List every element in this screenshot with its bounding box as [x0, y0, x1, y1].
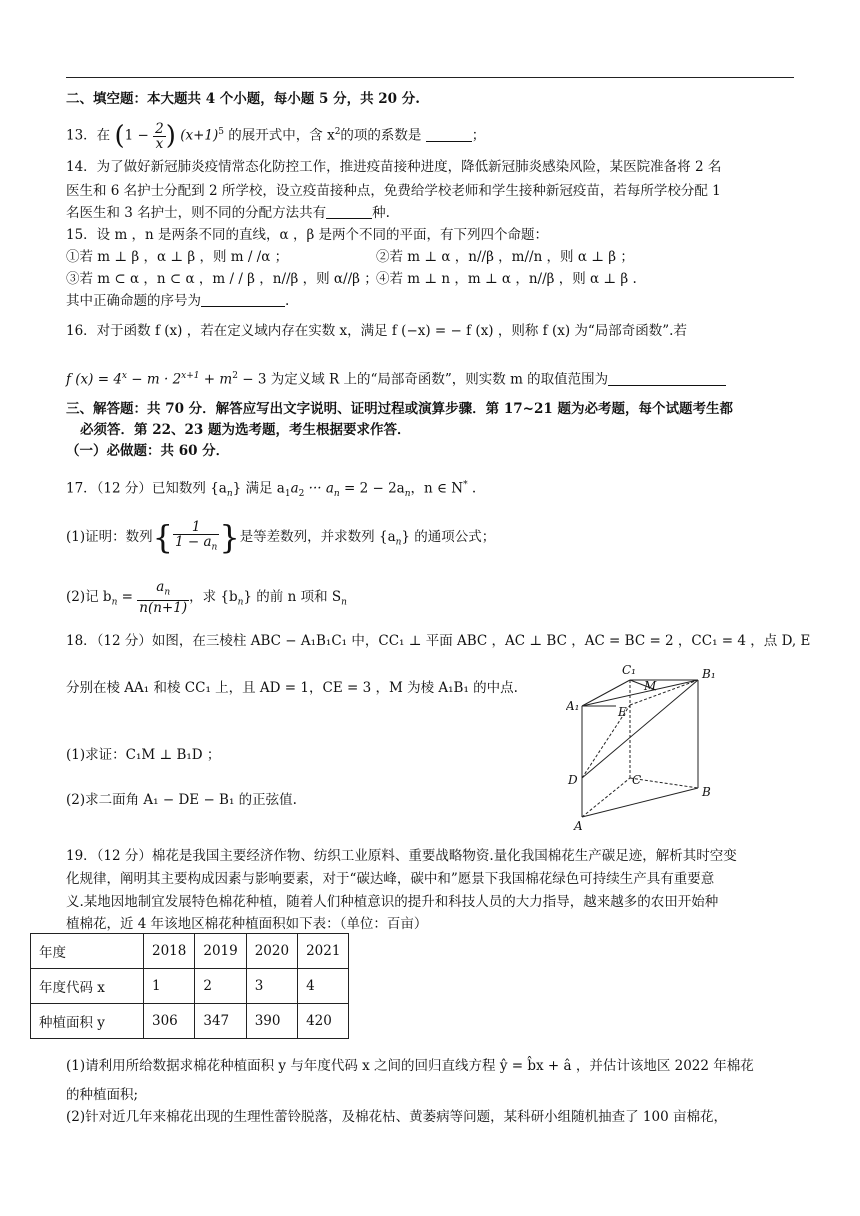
q17-stem-d: a: [290, 480, 299, 497]
q14-line-1: 14．为了做好新冠肺炎疫情常态化防控工作，推进疫苗接种进度，降低新冠肺炎感染风险，某医院准备将 2 名: [66, 159, 722, 175]
q17-stem-b: } 满足 a: [232, 480, 285, 497]
q17-sub: n: [341, 597, 347, 608]
q16-answer-blank[interactable]: [608, 371, 726, 386]
q17-stem-j: ，n ∈ N: [410, 480, 464, 497]
q16-exp-2: 2: [232, 371, 238, 381]
q17-sub: n: [211, 542, 218, 553]
q19-part-1-a: (1)请利用所给数据求棉花种植面积 y 与年度代码 x 之间的回归直线方程 ŷ = b̂x + â ，并估计该地区 2022 年棉花: [66, 1058, 754, 1074]
table-row: [31, 969, 349, 1004]
q17-sub: n: [404, 489, 411, 500]
table-cell: 3: [246, 969, 297, 1004]
q17-p2-eq: =: [117, 589, 138, 605]
prism-figure: [566, 660, 726, 832]
q18-part-2: (2)求二面角 A₁ − DE − B₁ 的正弦值.: [66, 792, 297, 808]
q13-square: 2: [334, 127, 341, 137]
q18-line-1: 18．（12 分）如图，在三棱柱 ABC − A₁B₁C₁ 中，CC₁ ⊥ 平面 ABC ，AC ⊥ BC ，AC = BC = 2 ，CC₁ = 4 ，点 D, E: [66, 633, 811, 649]
q17-p1-text: (1)证明：数列: [66, 529, 153, 545]
q16-line-1: 16．对于函数 f (x) ，若在定义域内存在实数 x，满足 f (−x) = − f (x) ，则称 f (x) 为“局部奇函数”.若: [66, 323, 687, 339]
q15-prop-3: ③若 m ⊂ α ，n ⊂ α ，m / / β ，n//β ，则 α//β ；: [66, 271, 378, 287]
q17-p2-den: n(n+1): [139, 599, 188, 616]
section-3-line-3: （一）必做题：共 60 分．: [66, 443, 230, 459]
q13-text: 的展开式中，含 x: [228, 127, 335, 144]
q19-line-2: 化规律，阐明其主要构成因素与影响要素，对于“碳达峰，碳中和”愿景下我国棉花绿色可持续生产具有重要意: [66, 871, 715, 887]
q17-sub: n: [164, 587, 171, 598]
label-a: A: [574, 819, 583, 832]
q15-line-4: [66, 291, 289, 311]
table-cell: 年度代码 x: [31, 969, 144, 1004]
header-rule: [66, 77, 794, 78]
q19-line-4: 植棉花，近 4 年该地区棉花种植面积如下表：（单位：百亩）: [66, 916, 428, 932]
question-13: 13．在 (1 − $\frac{2}{x}$ ) $(x+1)^5$ 的展开式中，含 $x^2$的项的系数是 ；: [66, 120, 486, 152]
label-c1: C₁: [622, 663, 636, 677]
q17-sub: n: [111, 597, 118, 608]
q17-sup: *: [463, 480, 468, 490]
q13-answer-blank[interactable]: [426, 127, 472, 142]
section-2-heading: 二、填空题：本大题共 4 个小题，每小题 5 分，共 20 分.: [66, 91, 420, 107]
table-cell: 347: [195, 1004, 246, 1039]
q14-answer-blank[interactable]: [326, 204, 372, 219]
q16-term-3: + m: [199, 371, 233, 388]
table-cell: 2019: [195, 934, 246, 969]
q18-line-2: 分别在棱 AA₁ 和棱 CC₁ 上，且 AD = 1，CE = 3 ，M 为棱 A₁B₁ 的中点.: [66, 680, 518, 696]
q13-tail: 的项的系数是: [340, 127, 422, 144]
table-cell: 1: [144, 969, 195, 1004]
q13-frac-num: 2: [155, 120, 164, 137]
q16-line-2: [66, 366, 726, 390]
label-b1: B₁: [702, 667, 716, 681]
table-row: [31, 1004, 349, 1039]
q17-p2-text-f: } 的前 n 项和 S: [243, 589, 342, 605]
q17-sub: n: [226, 489, 233, 500]
segment-d-b1: [582, 680, 698, 778]
q17-sub: 2: [298, 489, 305, 500]
q17-stem-l: .: [467, 480, 477, 497]
q17-stem: [66, 475, 476, 504]
q15-prop-1: ①若 m ⊥ β ，α ⊥ β ，则 m / /α ；: [66, 249, 289, 265]
table-cell: 306: [144, 1004, 195, 1039]
q14-end: 种.: [372, 205, 390, 221]
q13-expr-a: 1 −: [124, 127, 149, 144]
label-c: C: [632, 773, 642, 787]
q16-exp-x1: x+1: [181, 371, 200, 381]
q15-prop-2: ②若 m ⊥ α ，n//β ，m//n ，则 α ⊥ β ；: [376, 249, 634, 265]
q17-sub: n: [237, 597, 244, 608]
table-cell: 种植面积 y: [31, 1004, 144, 1039]
q14-line-2: 医生和 6 名护士分配到 2 所学校，设立疫苗接种点，免费给学校老师和学生接种新冠疫苗，若每所学校分配 1: [66, 183, 721, 199]
q13-frac-den: x: [155, 135, 164, 152]
q19-part-1-b: 的种植面积;: [66, 1087, 139, 1103]
q16-term-2: − m · 2: [127, 371, 182, 388]
q13-expr-b: (x+1): [180, 127, 219, 144]
q14-text: 名医生和 3 名护士，则不同的分配方法共有: [66, 205, 327, 221]
table-cell: 2021: [298, 934, 349, 969]
q13-end: ；: [471, 127, 486, 144]
q17-part-1: (1)证明：数列{ $\frac{1}{1 - a_n}$ }是等差数列，并求数列 $\{a_n\}$ 的通项公式；: [66, 518, 496, 557]
table-cell: 4: [298, 969, 349, 1004]
q19-line-3: 义.某地因地制宜发展特色棉花种植，随着人们种植意识的提升和科技人员的大力指导，越来越多的农田开始种: [66, 894, 719, 910]
q15-line-1: 15．设 m ，n 是两条不同的直线，α ，β 是两个不同的平面，有下列四个命题：: [66, 227, 549, 243]
label-e: E: [618, 705, 627, 719]
table-row: [31, 934, 349, 969]
q17-sub: n: [333, 489, 340, 500]
table-cell: 2018: [144, 934, 195, 969]
q17-sub: n: [395, 537, 402, 548]
label-m: M: [644, 679, 657, 693]
q17-stem-a: 17．（12 分）已知数列 {a: [66, 480, 227, 497]
q15-text: 其中正确命题的序号为: [66, 293, 201, 309]
q16-text: − 3 为定义域 R 上的“局部奇函数”，则实数 m 的取值范围为: [237, 371, 609, 388]
cotton-area-table: [30, 933, 349, 1039]
q19-line-1: 19．（12 分）棉花是我国主要经济作物、纺织工业原料、重要战略物资.量化我国棉花生产碳足迹，解析其时空变: [66, 848, 737, 864]
table-cell: 420: [298, 1004, 349, 1039]
edge-a1-c1: [582, 680, 630, 706]
label-d: D: [568, 773, 578, 787]
q17-p2-text-d: ，求 {b: [189, 589, 238, 605]
q13-fraction: [153, 122, 166, 151]
q17-p1-den: 1 − a: [174, 534, 212, 551]
table-cell: 2020: [246, 934, 297, 969]
label-b: B: [702, 785, 711, 799]
q18-part-1: (1)求证：C₁M ⊥ B₁D ；: [66, 747, 221, 763]
q16-exp-x: x: [121, 371, 127, 381]
section-3-line-1: 三、解答题：共 70 分．解答应写出文字说明、证明过程或演算步骤．第 17~21 题为必考题，每个试题考生都: [66, 401, 733, 417]
q13-number: 13．在: [66, 127, 111, 144]
q17-p1-num: 1: [173, 520, 219, 535]
q17-p2-num: a: [156, 579, 165, 596]
table-cell: 390: [246, 1004, 297, 1039]
q17-sub: 1: [284, 489, 291, 500]
q17-p1-text-d: } 的通项公式；: [401, 529, 496, 545]
table-cell: 2: [195, 969, 246, 1004]
q13-exponent: 5: [218, 127, 224, 137]
label-a1: A₁: [566, 699, 580, 713]
q15-prop-4: ④若 m ⊥ n ，m ⊥ α ，n//β ，则 α ⊥ β .: [376, 271, 637, 287]
q19-part-2: (2)针对近几年来棉花出现的生理性蕾铃脱落，及棉花枯、黄萎病等问题，某科研小组随机抽查了 100 亩棉花，: [66, 1109, 727, 1125]
q14-line-3: [66, 203, 390, 223]
q17-p2-fraction: [137, 580, 189, 615]
q15-end: .: [285, 293, 290, 309]
q17-stem-h: = 2 − 2a: [339, 480, 405, 497]
q17-part-2: [66, 577, 347, 623]
q17-p1-text-b: 是等差数列，并求数列 {a: [239, 529, 396, 545]
q15-answer-blank[interactable]: [201, 292, 285, 307]
q17-stem-f: ··· a: [304, 480, 334, 497]
q17-p2-text: (2)记 b: [66, 589, 112, 605]
q16-fx: f (x) = 4: [66, 371, 122, 388]
q17-p1-fraction: [173, 520, 219, 555]
section-3-line-2: 必须答．第 22、23 题为选考题，考生根据要求作答．: [80, 422, 411, 438]
table-cell: 年度: [31, 934, 144, 969]
